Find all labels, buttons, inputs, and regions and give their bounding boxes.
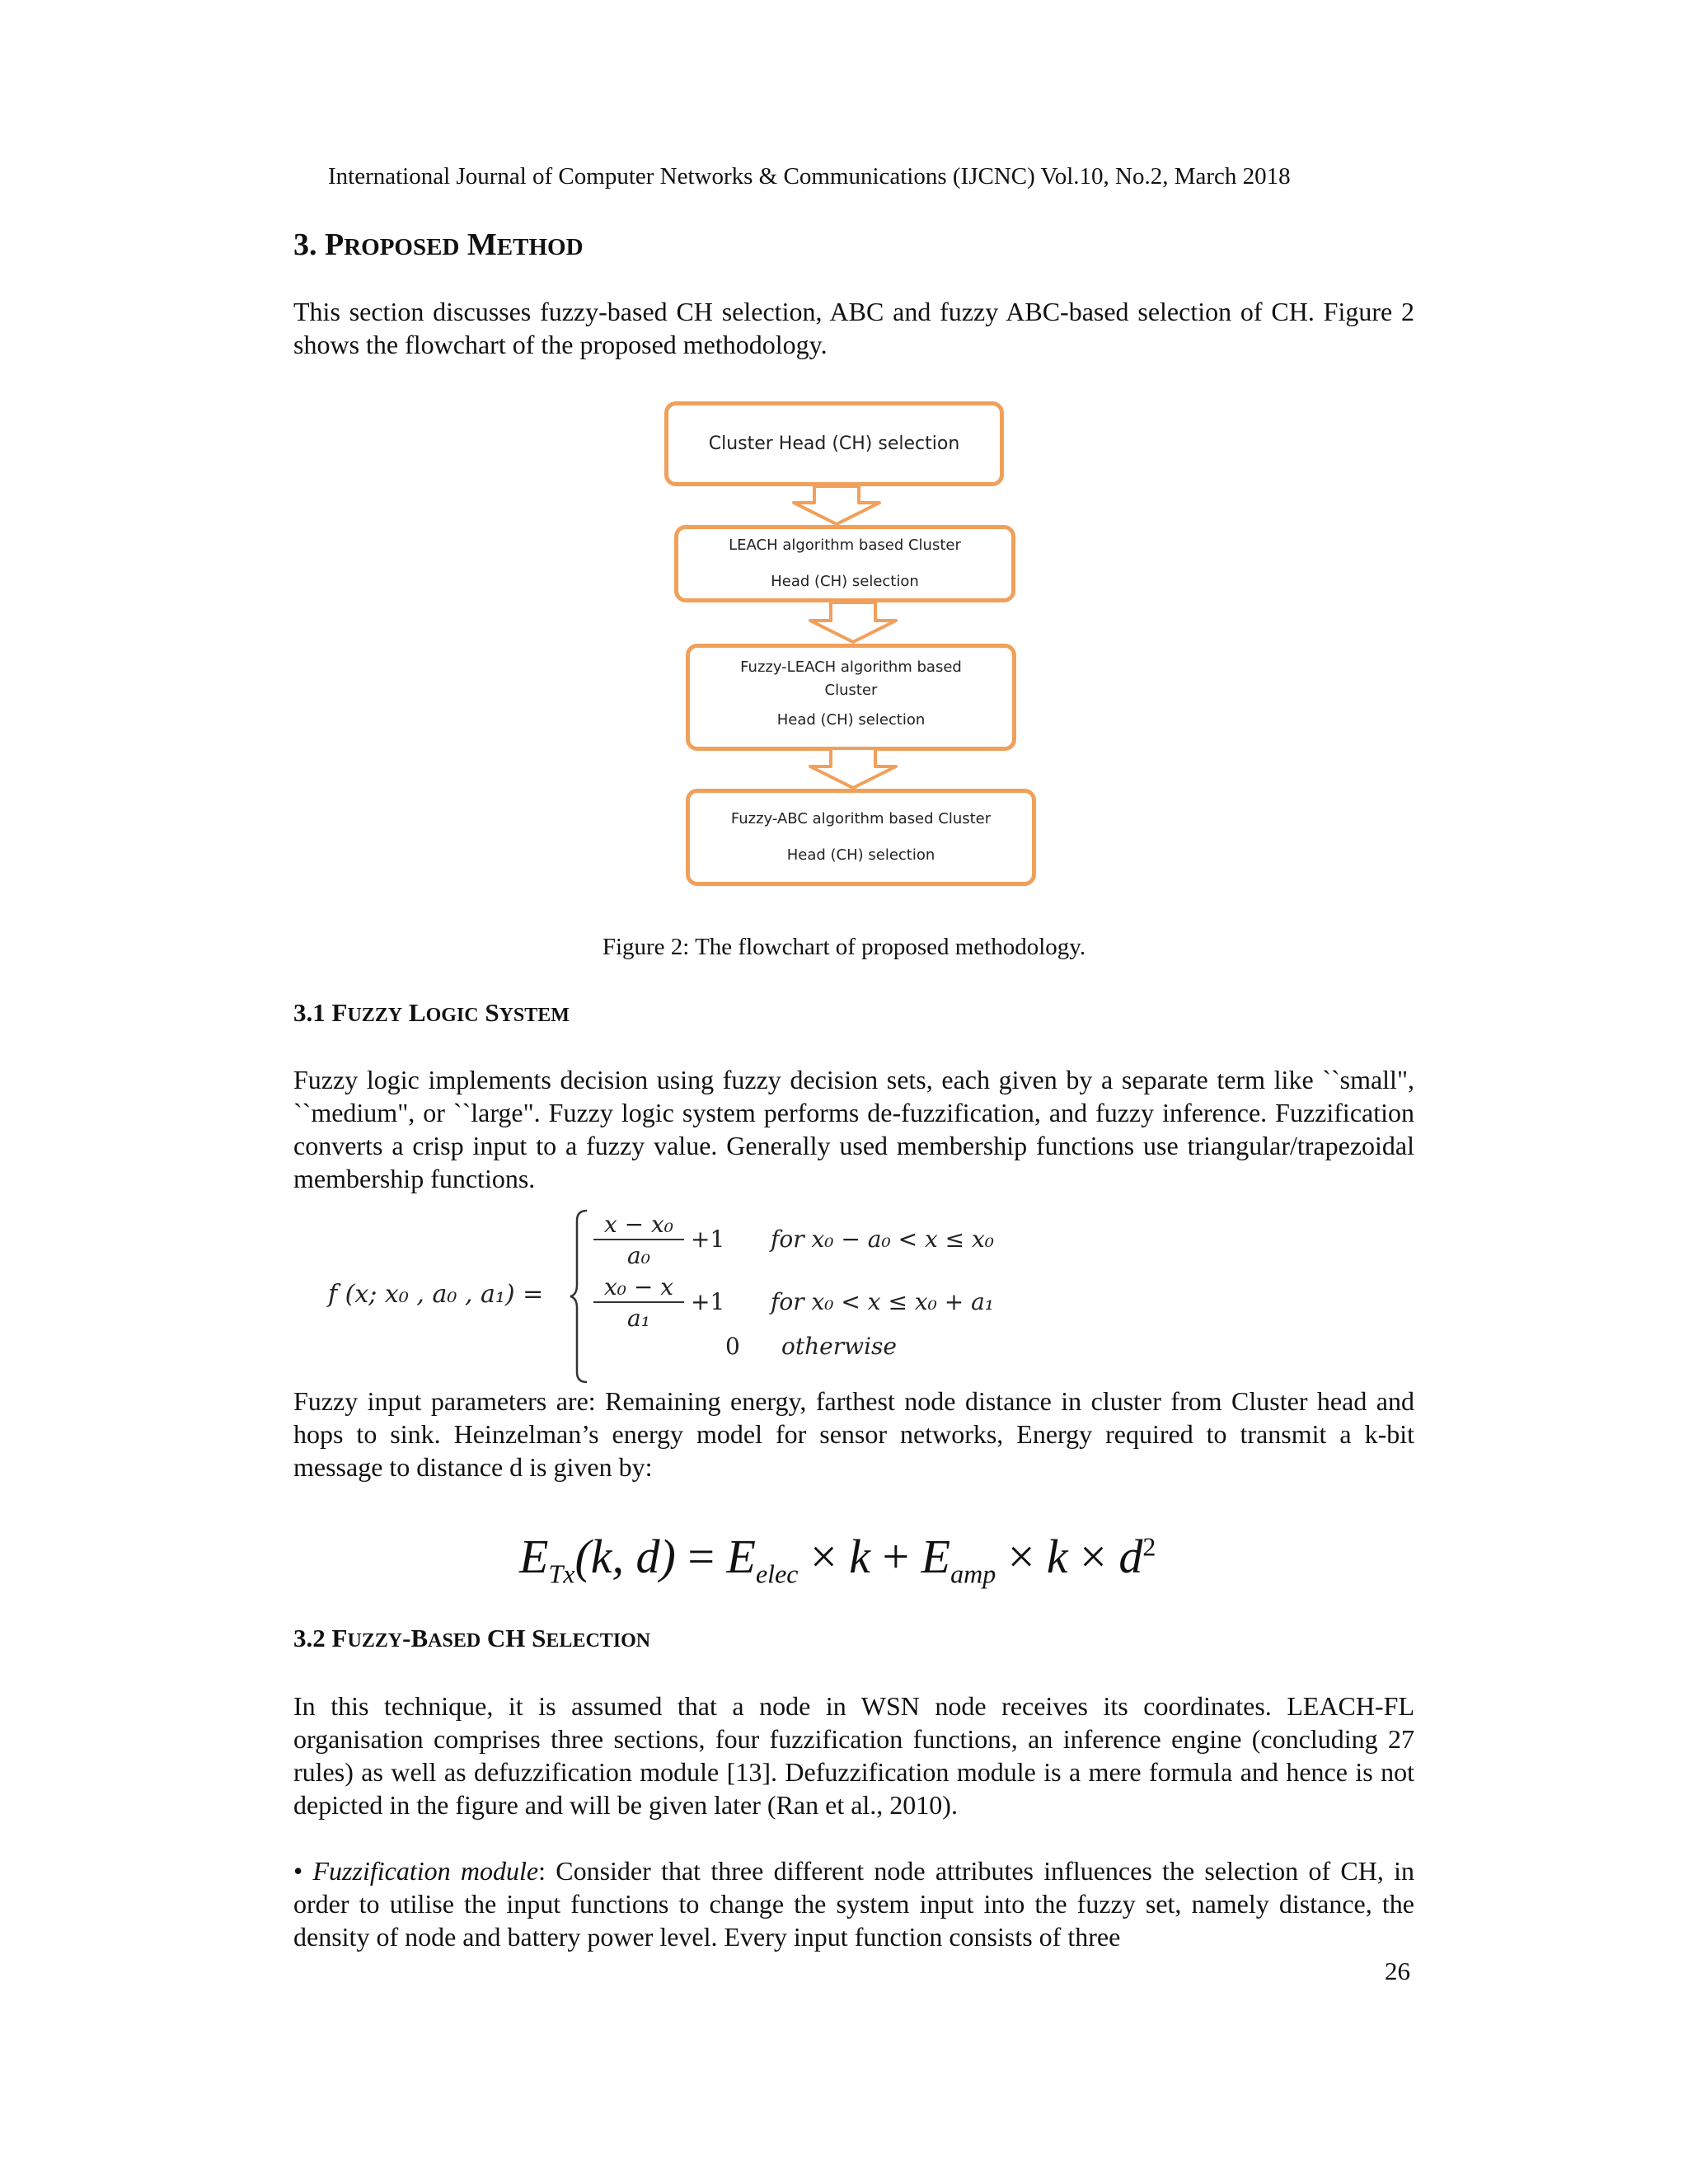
heading-word: ROPOSED <box>344 234 460 260</box>
case1-denominator: a₀ <box>627 1242 650 1269</box>
section-heading-fuzzy-logic-system <box>293 998 570 1028</box>
fuzzy-based-ch-paragraph: In this technique, it is assumed that a node in WSN node receives its coordinates. LEACH-FL organisation comprises three sections, four fuzzification functions, an inference engine (concluding 27 rules) as well as defuzzification module [13]. Defuzzification module is a mere formula and hence is not depicted in the figure and will be given later (Ran et al., 2010). <box>293 1691 1414 1820</box>
eq-operator: × <box>1067 1530 1119 1583</box>
flowchart-box-label: Fuzzy-ABC algorithm based Cluster <box>730 810 992 827</box>
case1-numerator: x − x₀ <box>593 1211 684 1240</box>
eq-term: E <box>921 1530 951 1583</box>
flowchart-box-leach <box>674 525 1015 602</box>
fuzzification-module-bullet <box>293 1854 1414 1953</box>
eq-term: E <box>726 1530 756 1583</box>
heading-word: OGIC <box>425 1005 479 1026</box>
energy-model-equation <box>519 1529 1156 1590</box>
figure-caption: Figure 2: The flowchart of proposed methodology. <box>602 934 1086 960</box>
heading-letter: S <box>485 998 499 1027</box>
flowchart-box-label: Fuzzy-LEACH algorithm based <box>740 658 962 676</box>
page-number: 26 <box>1385 1957 1410 1985</box>
case2-condition: for x₀ < x ≤ x₀ + a₁ <box>771 1288 995 1315</box>
eq-operator: + <box>870 1530 921 1583</box>
case3-condition: otherwise <box>781 1333 897 1360</box>
heading-letter: B <box>410 1624 429 1652</box>
eq-operator: × <box>798 1530 850 1583</box>
section-number: 3.1 <box>293 998 326 1027</box>
arrow-down-icon <box>804 748 903 791</box>
heading-letter: F <box>331 1624 348 1652</box>
section-number: 3.2 <box>293 1624 326 1652</box>
case2-plus-one: +1 <box>691 1288 725 1315</box>
fuzzy-input-parameters-paragraph: Fuzzy input parameters are: Remaining energy, farthest node distance in cluster from Cluster head and hops to sink. Heinzelman’s energy model for sensor networks, Energy required to transmit a k-bit message to distance d is given by: <box>293 1386 1414 1482</box>
case1-plus-one: +1 <box>691 1226 725 1253</box>
heading-letter: L <box>408 998 426 1027</box>
heading-letter: F <box>331 998 348 1027</box>
arrow-down-icon <box>804 602 903 645</box>
eq-term: k <box>849 1530 870 1583</box>
heading-word: ELECTION <box>546 1630 651 1652</box>
eq-term: (k, d) <box>574 1530 676 1583</box>
case3-value: 0 <box>725 1333 740 1360</box>
heading-word: CH <box>486 1624 526 1652</box>
heading-letter: P <box>325 227 345 262</box>
flowchart-box-ch-selection <box>664 401 1004 486</box>
heading-word: UZZY <box>347 1630 403 1652</box>
flowchart-box-label: Cluster <box>824 682 878 699</box>
fuzzy-logic-paragraph: Fuzzy logic implements decision using fuzzy decision sets, each given by a separate term like ``small", ``medium", or ``large". Fuzzy logic system performs de-fuzzification, and fuzzy inference. Fuzzification converts a crisp input to a fuzzy value. Generally used membership functions use triangular/trapezoidal membership functions. <box>293 1065 1414 1193</box>
eq-operator: × <box>996 1530 1047 1583</box>
heading-dash: - <box>402 1624 411 1652</box>
flowchart-box-label: Cluster Head (CH) selection <box>708 434 960 454</box>
heading-word: YSTEM <box>499 1005 570 1026</box>
eq-operator: = <box>675 1530 727 1583</box>
bullet-term: Fuzzification module <box>312 1856 539 1886</box>
eq-subscript: amp <box>950 1558 996 1589</box>
membership-function-equation <box>321 1207 1096 1385</box>
case2-denominator: a₁ <box>627 1305 650 1332</box>
case2-numerator: x₀ − x <box>593 1273 684 1303</box>
section-heading-proposed-method <box>293 227 584 263</box>
flowchart-box-fuzzy-leach <box>686 644 1016 751</box>
section3-intro-paragraph: This section discusses fuzzy-based CH selection, ABC and fuzzy ABC-based selection of CH. Figure 2 shows the flowchart of the proposed methodology. <box>293 297 1414 359</box>
eq-term: E <box>519 1530 549 1583</box>
flowchart-box-label: Head (CH) selection <box>776 711 926 729</box>
section-heading-fuzzy-based-ch-selection <box>293 1624 650 1653</box>
journal-header: International Journal of Computer Networks & Communications (IJCNC) Vol.10, No.2, March 2018 <box>328 163 1291 190</box>
eq-subscript: elec <box>755 1558 799 1589</box>
eq-term: k <box>1046 1530 1068 1583</box>
eq-superscript: 2 <box>1142 1531 1156 1562</box>
heading-word: ETHOD <box>496 234 584 260</box>
section-number: 3. <box>293 227 317 262</box>
bullet-text: : Consider that three different node attributes influences the selection of CH, in order to utilise the input functions to change the system input into the fuzzy set, namely distance, the density of node and battery power level. Every input function consists of three <box>293 1856 1415 1952</box>
flowchart-box-label: LEACH algorithm based Cluster <box>729 537 961 554</box>
eq-term: d <box>1118 1530 1143 1583</box>
arrow-down-icon <box>787 486 886 527</box>
flowchart-box-label: Head (CH) selection <box>786 846 935 864</box>
eq-subscript: Tx <box>548 1558 575 1589</box>
heading-word: ASED <box>428 1630 481 1652</box>
heading-word: UZZY <box>347 1005 403 1026</box>
bullet-mark: • <box>293 1856 313 1886</box>
left-brace-icon <box>569 1209 588 1384</box>
flowchart-box-label: Head (CH) selection <box>771 573 919 590</box>
flowchart-box-fuzzy-abc <box>686 789 1036 886</box>
equation-lhs: f (x; x₀ , a₀ , a₁) = <box>328 1280 544 1309</box>
heading-letter: S <box>532 1624 546 1652</box>
heading-letter: M <box>467 227 497 262</box>
case1-condition: for x₀ − a₀ < x ≤ x₀ <box>771 1226 995 1253</box>
